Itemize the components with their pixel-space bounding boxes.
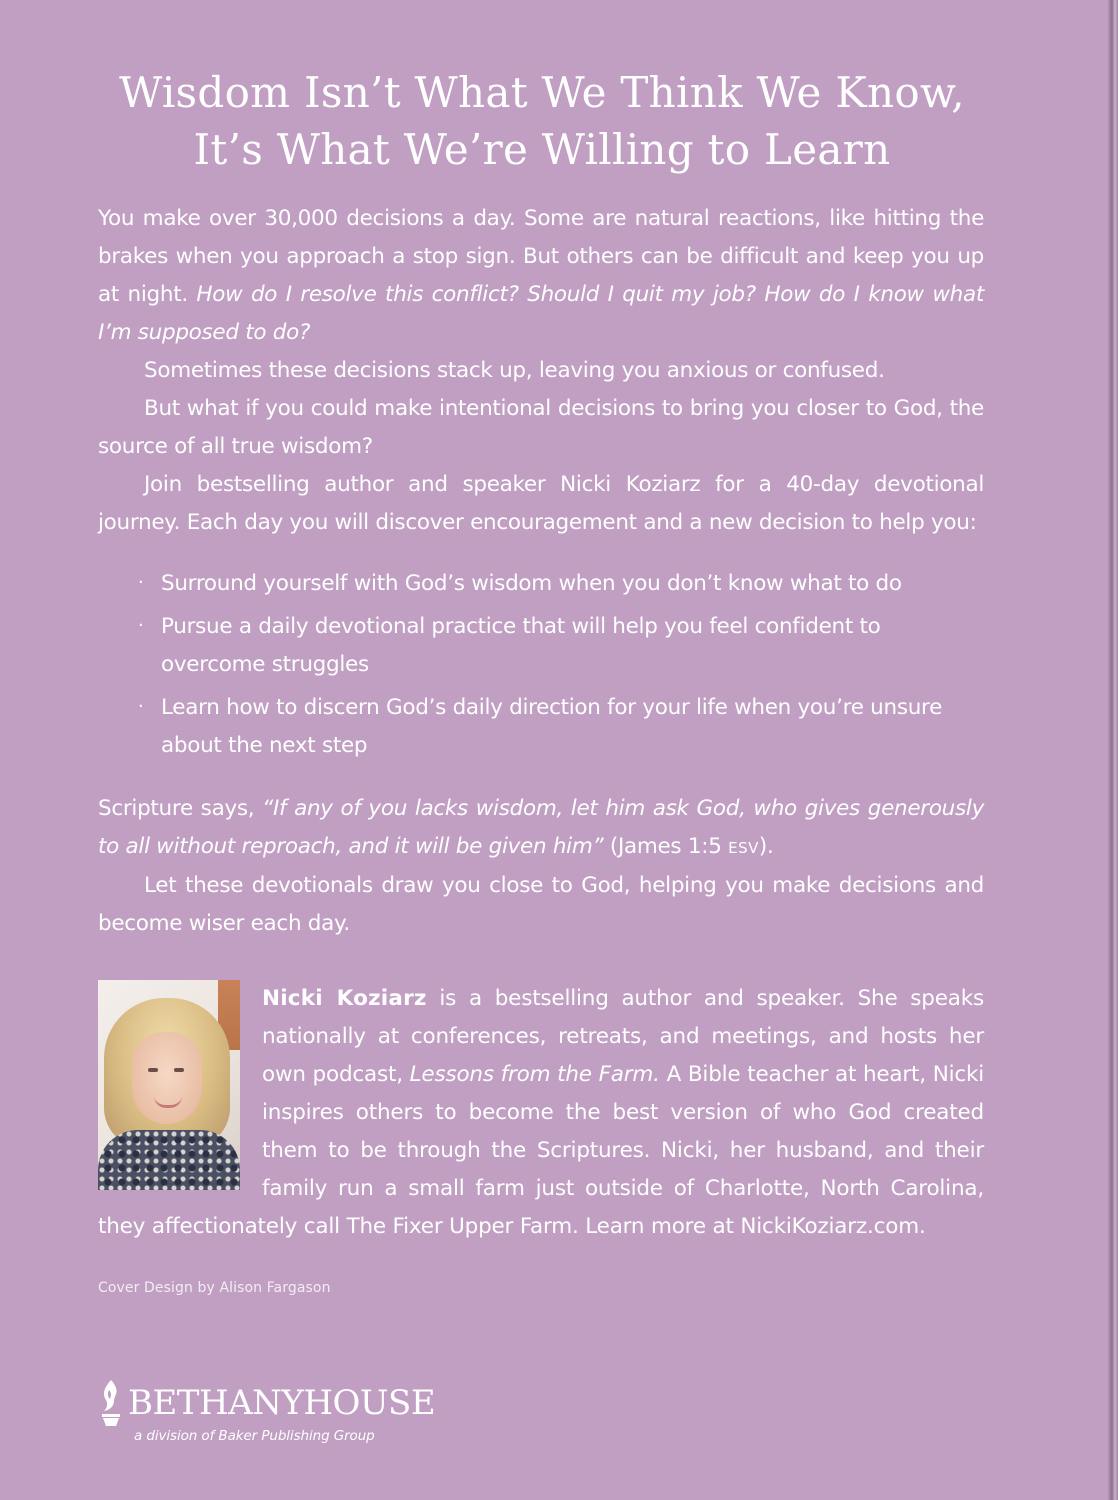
- cover-edge-strip: [1108, 0, 1118, 1500]
- intro-paragraph: [98, 200, 984, 352]
- author-eye-right: [174, 1068, 184, 1072]
- intro-text: You make over 30,000 decisions a day. Some are natural reactions, like hitting the brakes when you approach a stop sign. But others can be difficult and keep you up at night.: [98, 206, 984, 307]
- intro-questions: How do I resolve this conflict? Should I quit my job? How do I know what I’m supposed to do?: [98, 282, 984, 345]
- list-item-text: Pursue a daily devotional practice that will help you feel confident to overcome struggles: [161, 614, 881, 677]
- scripture-end: ).: [758, 834, 774, 859]
- lamp-flame-icon: [98, 1378, 124, 1428]
- headline-line-1: Wisdom Isn’t What We Think We Know,: [119, 68, 965, 117]
- bullet-marker: ·: [138, 572, 144, 593]
- author-face: [132, 1032, 202, 1124]
- closing-paragraph: Let these devotionals draw you close to God, helping you make decisions and become wiser each day.: [98, 873, 984, 936]
- author-eye-left: [148, 1068, 158, 1072]
- cover-design-credit: Cover Design by Alison Fargason: [98, 1280, 331, 1296]
- headline-line-2: It’s What We’re Willing to Learn: [193, 125, 891, 174]
- author-photo: [98, 980, 240, 1190]
- author-name: Nicki Koziarz: [262, 986, 427, 1011]
- scripture-lead: Scripture says,: [98, 796, 263, 821]
- scripture-quote: “If any of you lacks wisdom, let him ask God, who gives generously to all without reproach, and it will be given him”: [98, 796, 984, 859]
- benefit-list: [98, 565, 984, 765]
- author-bio-text-1: is a bestselling author and speaker. She speaks nationally at conferences, retreats, and meetings, and hosts her own podcast,: [262, 986, 984, 1087]
- list-item-text: Learn how to discern God’s daily direction for your life when you’re unsure about the next step: [161, 695, 943, 758]
- description: [98, 200, 984, 943]
- list-item: [98, 565, 984, 603]
- list-item-text: Surround yourself with God’s wisdom when you don’t know what to do: [161, 571, 902, 596]
- author-blouse: [98, 1130, 240, 1190]
- bible-version: ESV: [728, 839, 759, 857]
- publisher-logo: [98, 1378, 478, 1444]
- paragraph-2: Sometimes these decisions stack up, leaving you anxious or confused.: [144, 358, 885, 383]
- list-item: [98, 689, 984, 765]
- scripture-reference: (James 1:5: [603, 834, 729, 859]
- paragraph-4: Join bestselling author and speaker Nicki Koziarz for a 40-day devotional journey. Each day you will discover encouragement and a new decision to help you:: [98, 472, 984, 535]
- publisher-row: [98, 1378, 478, 1428]
- headline: [98, 64, 986, 178]
- paragraph-3: But what if you could make intentional decisions to bring you closer to God, the source of all true wisdom?: [98, 396, 984, 459]
- bullet-marker: ·: [138, 696, 144, 717]
- author-bio-text-2: A Bible teacher at heart, Nicki inspires others to become the best version of who God created them to be through the Scriptures. Nicki, her husband, and their family run a small farm just outside of Charlotte, North Carolina, they affectionately call The Fixer Upper Farm. Learn more at NickiKoziarz.com.: [98, 1062, 984, 1239]
- podcast-title: Lessons from the Farm.: [409, 1062, 660, 1087]
- publisher-name: BETHANYHOUSE: [128, 1383, 436, 1423]
- bullet-marker: ·: [138, 615, 144, 636]
- scripture-paragraph: [98, 790, 984, 867]
- publisher-subtitle: a division of Baker Publishing Group: [134, 1428, 375, 1444]
- author-section: [98, 980, 984, 1246]
- list-item: [98, 608, 984, 684]
